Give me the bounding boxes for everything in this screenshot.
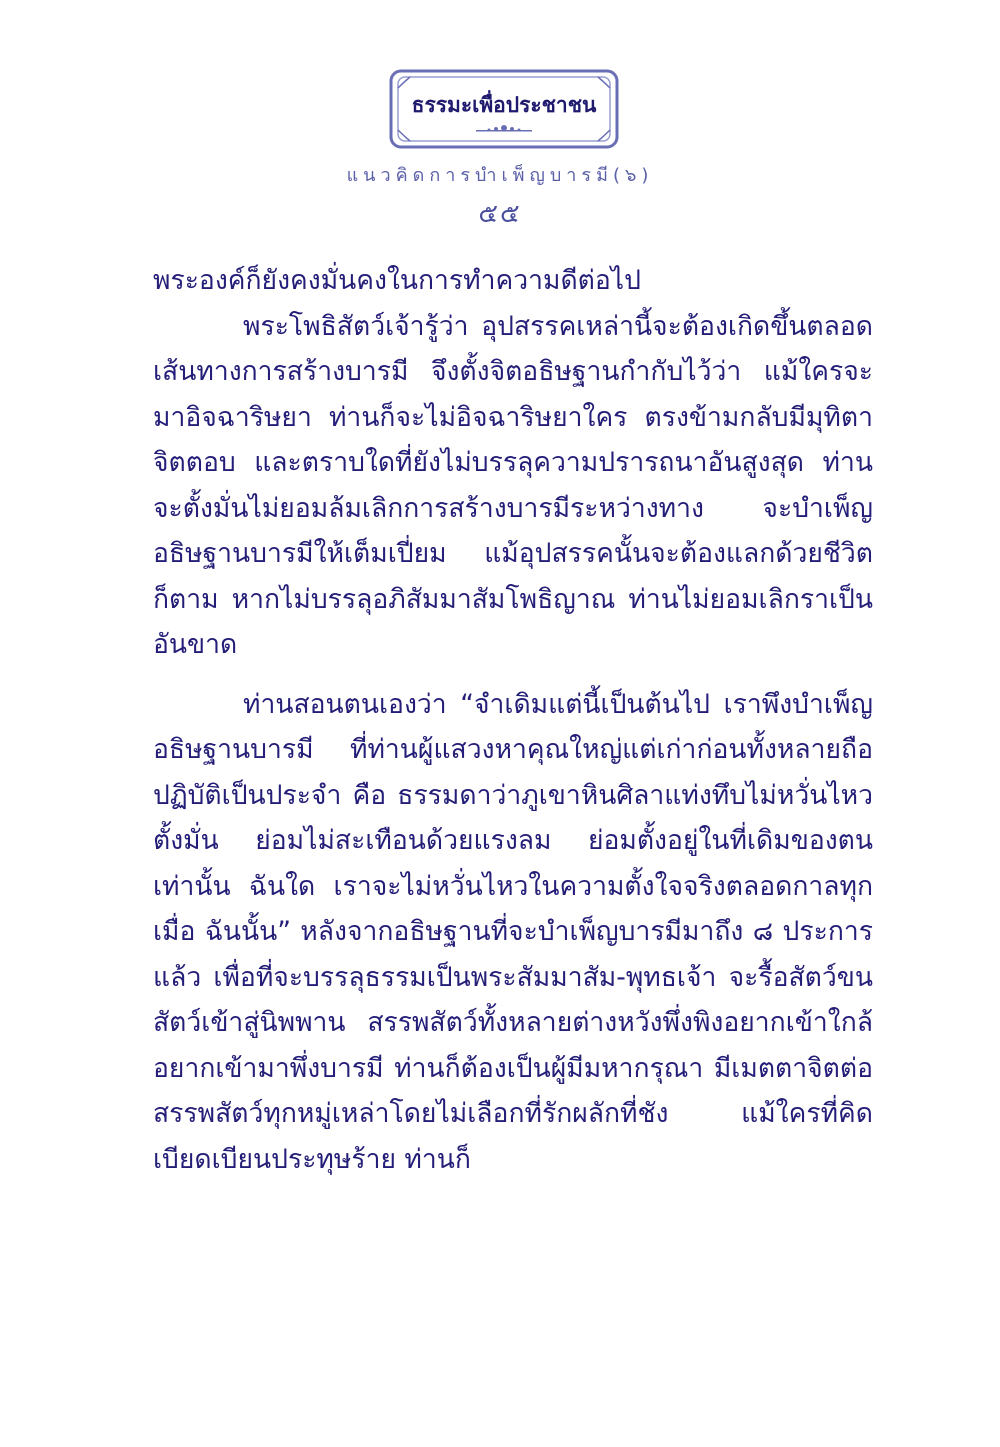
page-header — [0, 0, 1000, 230]
paragraph-3: ท่านสอนตนเองว่า “จำเดิมแต่นี้เป็นต้นไป เราพึงบำเพ็ญอธิษฐานบารมี ที่ท่านผู้แสวงหาคุณใหญ่แต่เก่าก่อนทั้งหลายถือปฏิบัติเป็นประจำ คือ ธรรมดาว่าภูเขาหินศิลาแท่งทึบไม่หวั่นไหว ตั้งมั่น ย่อมไม่สะเทือนด้วยแรงลม ย่อมตั้งอยู่ในที่เดิมของตนเท่านั้น ฉันใด เราจะไม่หวั่นไหวในความตั้งใจจริงตลอดกาลทุกเมื่อ ฉันนั้น” หลังจากอธิษฐานที่จะบำเพ็ญบารมีมาถึง ๘ ประการแล้ว เพื่อที่จะบรรลุธรรมเป็นพระสัมมาสัม-พุทธเจ้า จะรื้อสัตว์ขนสัตว์เข้าสู่นิพพาน สรรพสัตว์ทั้งหลายต่างหวังพึ่งพิงอยากเข้าใกล้ อยากเข้ามาพึ่งบารมี ท่านก็ต้องเป็นผู้มีมหากรุณา มีเมตตาจิตต่อสรรพสัตว์ทุกหมู่เหล่าโดยไม่เลือกที่รักผลักที่ชัง แม้ใครที่คิดเบียดเบียนประทุษร้าย ท่านก็ — [153, 688, 873, 1175]
paragraph-2: พระโพธิสัตว์เจ้ารู้ว่า อุปสรรคเหล่านี้จะต้องเกิดขึ้นตลอดเส้นทางการสร้างบารมี จึงตั้งจิตอธิษฐานกำกับไว้ว่า แม้ใครจะมาอิจฉาริษยา ท่านก็จะไม่อิจฉาริษยาใคร ตรงข้ามกลับมีมุทิตาจิตตอบ และตราบใดที่ยังไม่บรรลุความปรารถนาอันสูงสุด ท่านจะตั้งมั่นไม่ยอมล้มเลิกการสร้างบารมีระหว่างทาง จะบำเพ็ญอธิษฐานบารมีให้เต็มเปี่ยม แม้อุปสรรคนั้นจะต้องแลกด้วยชีวิตก็ตาม หากไม่บรรลุอภิสัมมาสัมโพธิญาณ ท่านไม่ยอมเลิกราเป็นอันขาด — [153, 310, 873, 660]
body-text — [153, 258, 873, 1182]
logo-frame-icon — [388, 68, 620, 150]
logo-text: ธรรมะเพื่อประชาชน — [411, 93, 597, 117]
page-number: ๕๕ — [478, 199, 522, 229]
running-title: แนวคิดการบำเพ็ญบารมี(๖) — [346, 165, 654, 186]
dhamma-logo — [388, 68, 620, 150]
paragraph-1: พระองค์ก็ยังคงมั่นคงในการทำความดีต่อไป — [153, 265, 641, 296]
